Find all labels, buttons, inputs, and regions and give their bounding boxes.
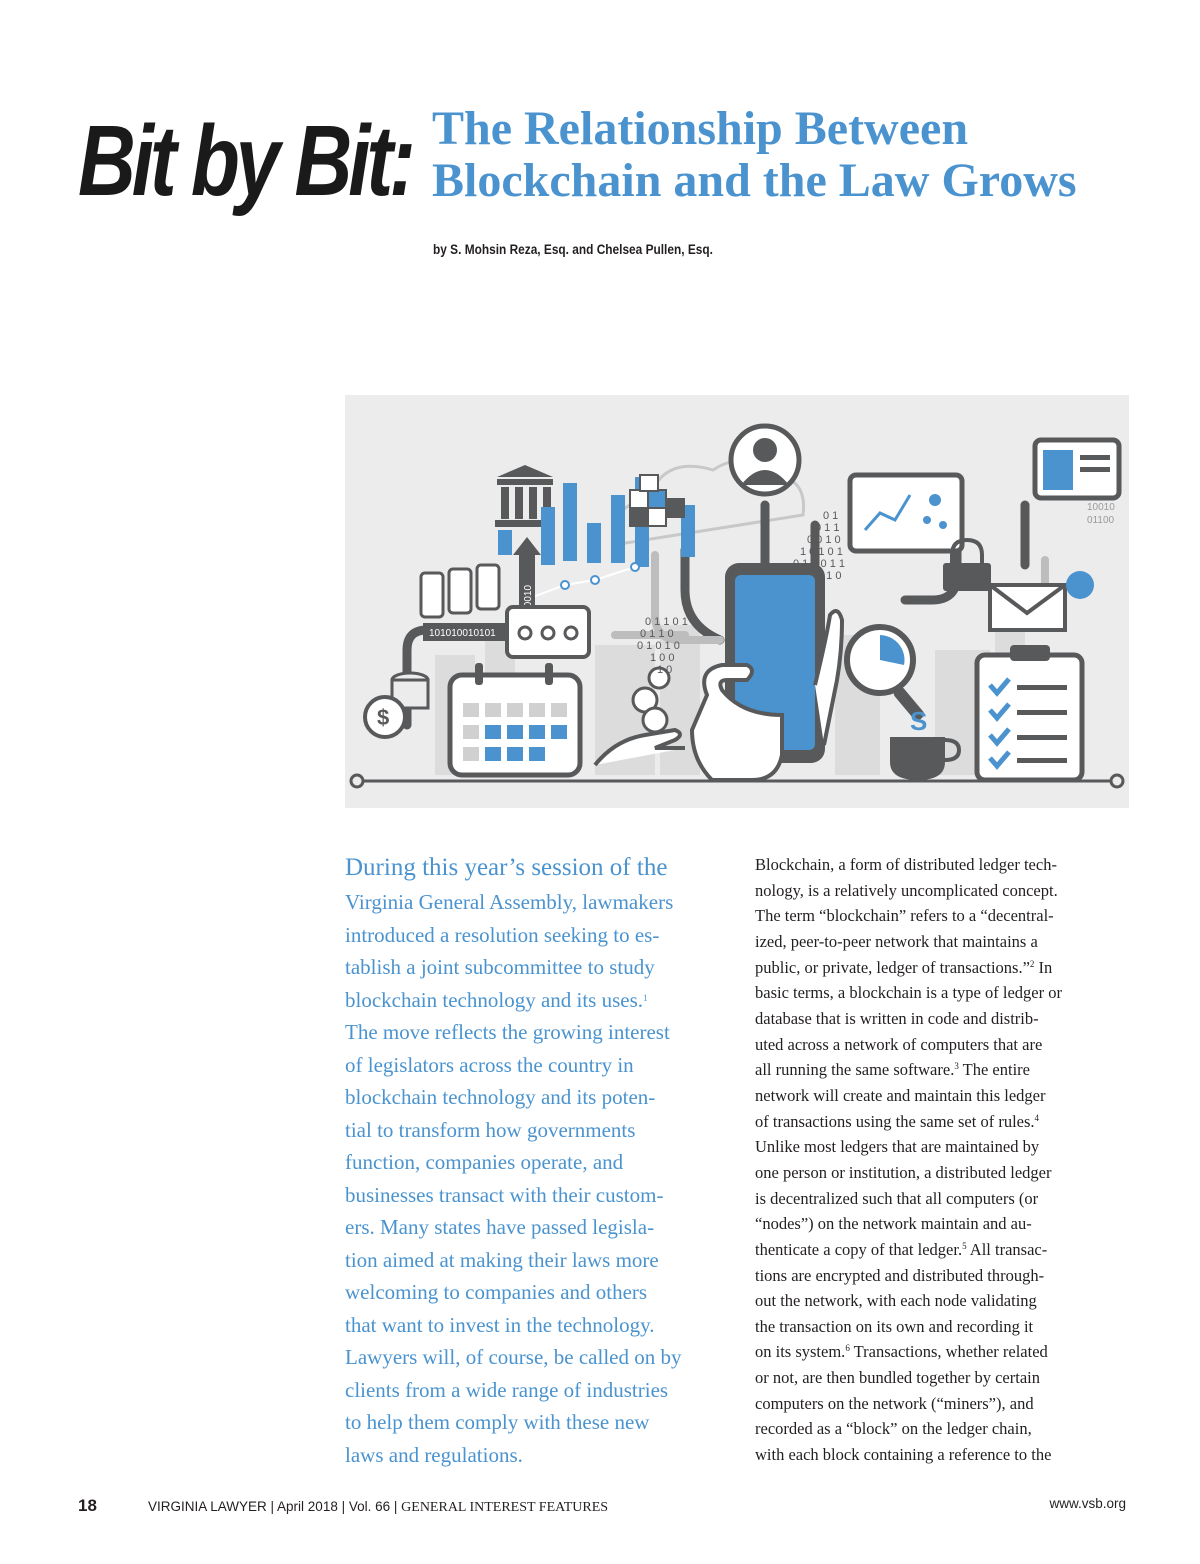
svg-text:0 1 1: 0 1 1: [815, 522, 840, 534]
lead-line: of legislators across the country in: [345, 1052, 634, 1077]
server-icon: [421, 565, 499, 617]
lead-line: ers. Many states have passed legisla-: [345, 1215, 655, 1239]
svg-text:01100: 01100: [1087, 515, 1115, 526]
body-line: is decentralized such that all computers (or: [755, 1188, 1039, 1208]
email-icon: [990, 585, 1065, 630]
footnote-ref: 4: [1034, 1112, 1040, 1123]
lead-line: welcoming to companies and others: [345, 1280, 648, 1304]
svg-text:0 0 1 0: 0 0 1 0: [807, 534, 841, 546]
lead-line: tion aimed at making their laws more: [345, 1247, 659, 1272]
lead-line: clients from a wide range of industries: [345, 1377, 669, 1402]
body-line: basic terms, a blockchain is a type of ledger or: [755, 983, 1062, 1003]
body-line: out the network, with each node validating: [755, 1291, 1037, 1311]
monitor-analytics-icon: [850, 475, 962, 551]
lead-line: Lawyers will, of course, be called on by: [345, 1345, 682, 1369]
svg-text:10010: 10010: [1087, 502, 1115, 513]
user-avatar-icon: [731, 426, 799, 494]
body-line: Blockchain, a form of distributed ledger tech-: [755, 855, 1057, 874]
lead-paragraph: [345, 850, 725, 1471]
svg-text:1 0 0: 1 0 0: [650, 652, 675, 664]
lead-line: that want to invest in the technology.: [345, 1312, 655, 1337]
badge-icon: [1066, 571, 1094, 599]
svg-text:0 1 0 0 1 1: 0 1 0 0 1 1: [793, 558, 845, 570]
lead-line: function, companies operate, and: [345, 1150, 624, 1174]
svg-text:0 1: 0 1: [823, 510, 839, 522]
lead-line: businesses transact with their custom-: [345, 1182, 664, 1207]
body-line: uted across a network of computers that are: [755, 1034, 1043, 1054]
lead-line: to help them comply with these new: [345, 1410, 650, 1434]
title-main-line-2: Blockchain and the Law Grows: [432, 154, 1077, 207]
dollar-sign: $: [377, 705, 390, 730]
checklist-icon: [977, 645, 1082, 780]
body-line: on its system.$^6$ Transactions, whether related: [755, 1342, 1048, 1362]
body-line: “nodes”) on the network maintain and au-: [755, 1214, 1032, 1234]
svg-text:0 1 1 0: 0 1 1 0: [640, 628, 674, 640]
lead-line: Virginia General Assembly, lawmakers: [345, 890, 674, 914]
body-line: thenticate a copy of that ledger.$^5$ All transac-: [755, 1239, 1048, 1259]
section-name: GENERAL INTEREST FEATURES: [401, 1500, 609, 1515]
title-main: [432, 103, 1077, 207]
body-line: The term “blockchain” refers to a “decentral-: [755, 906, 1054, 926]
svg-text:0 1 0 1 0: 0 1 0 1 0: [637, 640, 680, 652]
lead-line: blockchain technology and its poten-: [345, 1085, 656, 1109]
id-card-icon: [1035, 440, 1119, 498]
byline: by S. Mohsin Reza, Esq. and Chelsea Pullen, Esq.: [433, 242, 713, 257]
steam-glyph: S: [910, 706, 928, 736]
body-line: or not, are then bundled together by certain: [755, 1368, 1040, 1388]
body-line: tions are encrypted and distributed through-: [755, 1265, 1045, 1285]
lead-line: laws and regulations.: [345, 1442, 523, 1467]
body-line: the transaction on its own and recording it: [755, 1316, 1034, 1336]
website-link[interactable]: www.vsb.org: [1049, 1496, 1126, 1511]
body-line: all running the same software.$^3$ The entire: [755, 1060, 1030, 1080]
title-main-line-1: The Relationship Between: [432, 102, 969, 155]
body-line: one person or institution, a distributed ledger: [755, 1162, 1052, 1182]
lead-line: tablish a joint subcommittee to study: [345, 955, 655, 979]
body-line: database that is written in code and distrib-: [755, 1008, 1039, 1028]
blockchain-illustration: [345, 395, 1129, 808]
body-line: of transactions using the same set of rules.$^4$: [755, 1111, 1040, 1131]
svg-text:1 0: 1 0: [657, 664, 673, 676]
footnote-ref: 3: [954, 1061, 959, 1072]
lead-line: introduced a resolution seeking to es-: [345, 922, 660, 947]
chat-bubble-icon: [507, 607, 589, 657]
lead-line: During this year’s session of the: [345, 854, 668, 881]
calendar-icon: [450, 663, 580, 775]
lead-line: tial to transform how governments: [345, 1117, 636, 1142]
body-line: computers on the network (“miners”), and: [755, 1393, 1034, 1413]
body-line: network will create and maintain this ledger: [755, 1085, 1046, 1105]
body-line: nology, is a relatively uncomplicated concept.: [755, 880, 1058, 900]
body-line: recorded as a “block” on the ledger chain,: [755, 1419, 1032, 1439]
title-lead: Bit by Bit:: [78, 105, 412, 217]
svg-text:1 0 1 0 1: 1 0 1 0 1: [800, 546, 843, 558]
svg-text:1 1 0: 1 1 0: [817, 570, 842, 582]
body-paragraph: [755, 852, 1130, 1468]
footnote-ref: 6: [845, 1343, 850, 1354]
page-number: 18: [78, 1496, 97, 1515]
body-line: ized, peer-to-peer network that maintains a: [755, 931, 1038, 951]
lead-line: blockchain technology and its uses.$^1$: [345, 987, 648, 1012]
body-line: Unlike most ledgers that are maintained by: [755, 1137, 1040, 1157]
body-line: with each block containing a reference to the: [755, 1445, 1052, 1465]
svg-text:0 1 1 0 1: 0 1 1 0 1: [645, 616, 688, 628]
footnote-ref: 1: [643, 992, 648, 1003]
body-line: public, or private, ledger of transactions.”$^2$ In: [755, 957, 1053, 977]
footnote-ref: 5: [962, 1240, 967, 1251]
binary-label: 101010010101: [429, 628, 496, 639]
publication-name: VIRGINIA LAWYER | April 2018 | Vol. 66 |: [148, 1499, 398, 1514]
publication-info: [148, 1499, 608, 1516]
lead-line: The move reflects the growing interest: [345, 1020, 670, 1044]
footnote-ref: 2: [1029, 958, 1035, 969]
